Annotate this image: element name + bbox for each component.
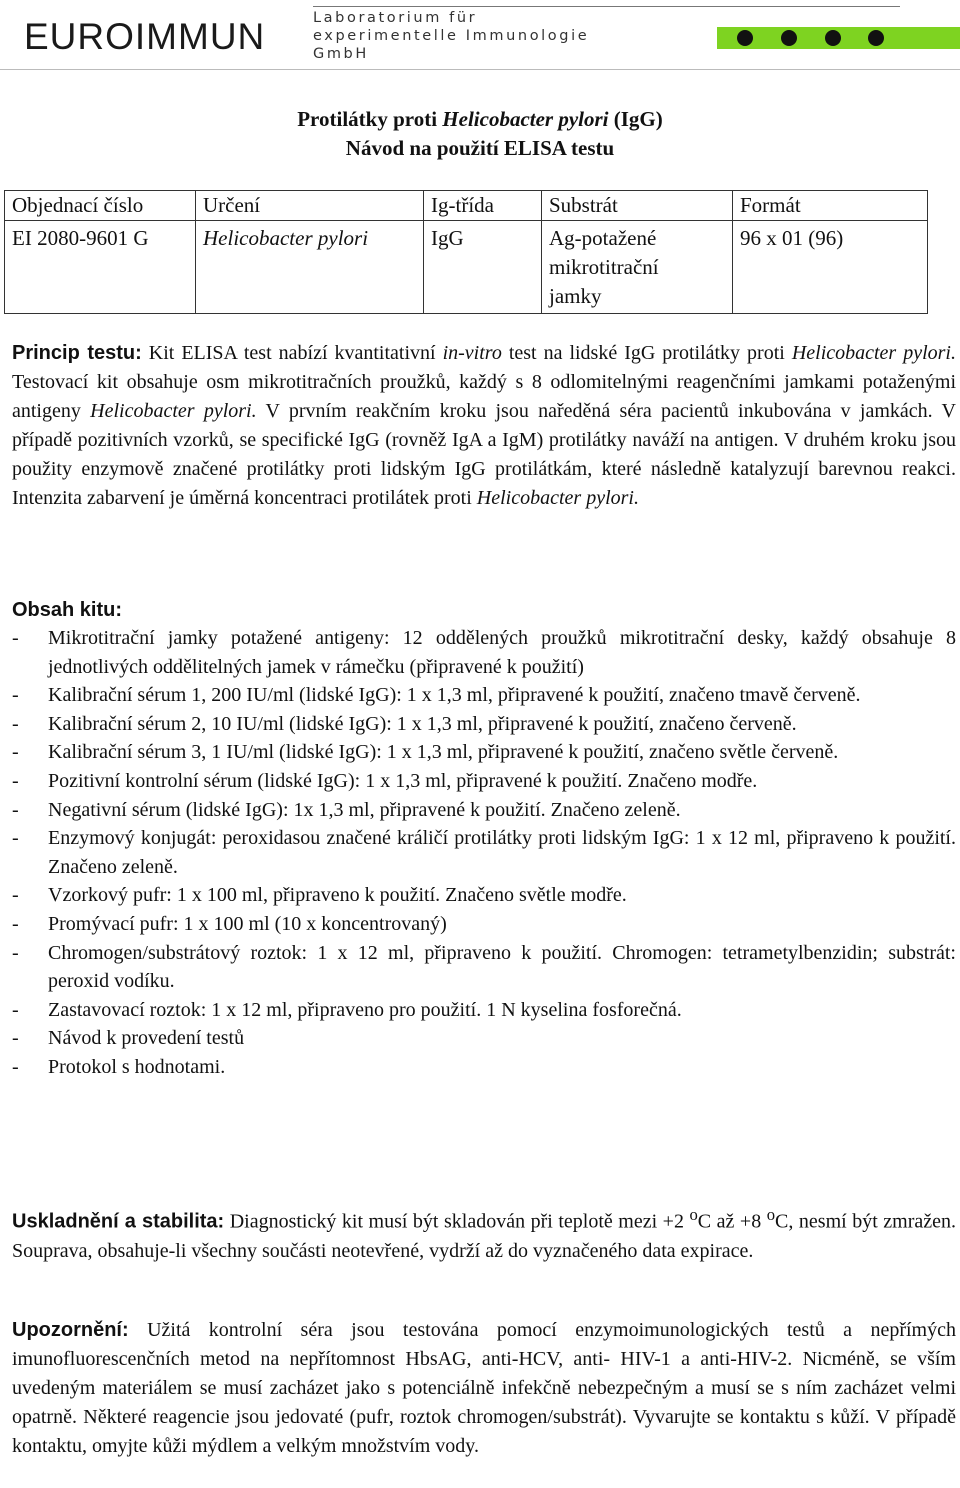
lab-name (313, 9, 589, 63)
list-item (12, 824, 956, 881)
list-item-text: Kalibrační sérum 1, 200 IU/ml (lidské IgG): 1 x 1,3 ml, připravené k použití, značeno tmavě červeně. (48, 684, 861, 707)
bullet-dash-icon: - (12, 941, 19, 964)
kit-list (12, 624, 956, 1082)
table-row (5, 221, 928, 314)
principle-text: V prvním reakčním kroku jsou naředěná séra pacientů inkubována v jamkách. V případě pozitivních vzorků, se specifické IgG (rovněž IgA a IgM) protilátky naváží na antigen. V druhém kroku jsou použity enzymově značené protilátky proti lidským IgG protilátkám, které následně katalyzují barevnou reakci. Intenzita zabarvení je úměrná koncentraci protilátek proti (12, 400, 956, 509)
principle-italic: Helicobacter pylori. (90, 400, 257, 422)
table-header-cell: Určení (196, 191, 424, 221)
list-item-text: Enzymový konjugát: peroxidasou značené králičí protilátky proti lidským IgG: 1 x 12 ml, připraveno k použití. Značeno zeleně. (48, 827, 956, 878)
title-prefix: Protilátky proti (297, 107, 443, 131)
substrate-line: mikrotitrační (549, 255, 659, 279)
bullet-dash-icon: - (12, 798, 19, 821)
warning-heading: Upozornění: (12, 1319, 129, 1341)
list-item (12, 939, 956, 996)
bullet-dash-icon: - (12, 741, 19, 764)
lab-name-line3: GmbH (313, 46, 369, 62)
degree-sup: o (766, 1205, 776, 1224)
document-subtitle: Návod na použití ELISA testu (345, 136, 615, 160)
degree-sup: o (689, 1205, 698, 1224)
list-item (12, 767, 956, 796)
list-item-text: Návod k provedení testů (48, 1027, 245, 1050)
list-item-text: Promývací pufr: 1 x 100 ml (10 x koncentrovaný) (48, 912, 447, 935)
company-logo: EUROIMMUN (24, 16, 266, 57)
brand-dot-icon (737, 30, 753, 46)
bullet-dash-icon: - (12, 769, 19, 792)
storage-text: C až +8 (697, 1210, 767, 1233)
list-item (12, 738, 956, 767)
list-item-text: Protokol s hodnotami. (48, 1055, 226, 1078)
substrate-line: Ag-potažené (549, 226, 657, 250)
table-header-cell: Ig-třída (424, 191, 542, 221)
list-item-text: Pozitivní kontrolní sérum (lidské IgG): 1 x 1,3 ml, připravené k použití. Značeno modře. (48, 769, 758, 792)
header-bottom-rule (0, 69, 960, 70)
table-header-cell: Formát (733, 191, 928, 221)
brand-dot-icon (868, 30, 884, 46)
list-item-text: Zastavovací roztok: 1 x 12 ml, připraveno pro použití. 1 N kyselina fosforečná. (48, 998, 682, 1021)
determination-text: Helicobacter pylori (203, 226, 369, 250)
principle-heading: Princip testu: (12, 342, 142, 364)
list-item-text: Chromogen/substrátový roztok: 1 x 12 ml, připraveno k použití. Chromogen: tetrametylbenzidin; substrát: peroxid vodíku. (48, 941, 956, 993)
bullet-dash-icon: - (12, 1055, 19, 1078)
list-item (12, 881, 956, 910)
list-item (12, 624, 956, 681)
principle-italic: Helicobacter pylori. (791, 342, 956, 364)
list-item (12, 796, 956, 825)
principle-text: test na lidské IgG protilátky proti (501, 342, 792, 364)
warning-text: Užitá kontrolní séra jsou testována pomocí enzymoimunologických testů a nepřímých imunofluorescenčních metod na nepřítomnost HbsAG, anti-HCV, anti- HIV-1 a anti-HIV-2. Nicméně, se vším uvedeným materiálem se musí zacházet jako s potenciálně infekčně nebezpečným a musí se s ním zacházet velmi opatrně. Některé reagencie jsou jedovaté (pufr, roztok chromogen/substrát). Vyvarujte se kontaktu s kůží. V případě kontaktu, omyjte kůži mýdlem a velkým množstvím vody. (12, 1319, 956, 1457)
document-title (0, 105, 960, 133)
storage-heading: Uskladnění a stabilita: (12, 1210, 225, 1233)
list-item-text: Kalibrační sérum 2, 10 IU/ml (lidské IgG): 1 x 1,3 ml, připravené k použití, značeno červeně. (48, 712, 797, 735)
substrate-line: jamky (549, 284, 602, 308)
principle-italic: Helicobacter pylori. (476, 487, 639, 509)
kit-heading: Obsah kitu: (12, 599, 123, 621)
lab-name-line1: Laboratorium für (313, 10, 478, 26)
order-number-cell: EI 2080-9601 G (5, 221, 196, 314)
bullet-dash-icon: - (12, 998, 19, 1021)
principle-paragraph (12, 339, 956, 513)
list-item (12, 1024, 956, 1053)
list-item-text: Vzorkový pufr: 1 x 100 ml, připraveno k použití. Značeno světle modře. (48, 884, 627, 907)
title-suffix: (IgG) (608, 107, 663, 131)
list-item (12, 681, 956, 710)
storage-text: C, nesmí být zmražen. Souprava, obsahuje-li všechny součásti neotevřené, vydrží až do vyznačeného data expirace. (12, 1210, 956, 1262)
principle-text: Testovací kit obsahuje osm mikrotitračních proužků, každý s 8 odlomitelnými reagenčními jamkami potaženými antigeny (12, 371, 956, 422)
list-item (12, 996, 956, 1025)
list-item (12, 910, 956, 939)
bullet-dash-icon: - (12, 627, 19, 649)
table-header-row (5, 191, 928, 221)
list-item (12, 1053, 956, 1082)
list-item-text: Mikrotitrační jamky potažené antigeny: 12 oddělených proužků mikrotitrační desky, každý obsahuje 8 jednotlivých oddělitelných jamek v rámečku (připravené k použití) (48, 627, 956, 678)
format-cell: 96 x 01 (96) (733, 221, 928, 314)
bullet-dash-icon: - (12, 712, 19, 735)
bullet-dash-icon: - (12, 1027, 19, 1050)
storage-text: Diagnostický kit musí být skladován při teplotě mezi +2 (224, 1210, 690, 1233)
spec-table (4, 190, 928, 314)
table-header-cell: Substrát (542, 191, 733, 221)
list-item (12, 710, 956, 739)
substrate-cell (542, 221, 733, 314)
principle-italic: in-vitro (442, 342, 502, 364)
title-organism: Helicobacter pylori (442, 107, 609, 131)
ig-class-cell: IgG (424, 221, 542, 314)
bullet-dash-icon: - (12, 912, 19, 935)
header-top-rule (313, 6, 900, 7)
brand-dot-icon (781, 30, 797, 46)
bullet-dash-icon: - (12, 827, 19, 850)
brand-dot-icon (825, 30, 841, 46)
storage-paragraph (12, 1200, 956, 1266)
list-item-text: Kalibrační sérum 3, 1 IU/ml (lidské IgG): 1 x 1,3 ml, připravené k použití, značeno světle červeně. (48, 741, 839, 764)
lab-name-line2: experimentelle Immunologie (313, 28, 590, 44)
bullet-dash-icon: - (12, 684, 19, 707)
principle-text: Kit ELISA test nabízí kvantitativní (141, 342, 443, 364)
brand-bar-icon (717, 27, 960, 49)
warning-paragraph (12, 1316, 956, 1461)
bullet-dash-icon: - (12, 884, 19, 907)
table-header-cell: Objednací číslo (5, 191, 196, 221)
list-item-text: Negativní sérum (lidské IgG): 1x 1,3 ml, připravené k použití. Značeno zeleně. (48, 798, 681, 821)
determination-cell (196, 221, 424, 314)
letterhead (0, 0, 960, 70)
